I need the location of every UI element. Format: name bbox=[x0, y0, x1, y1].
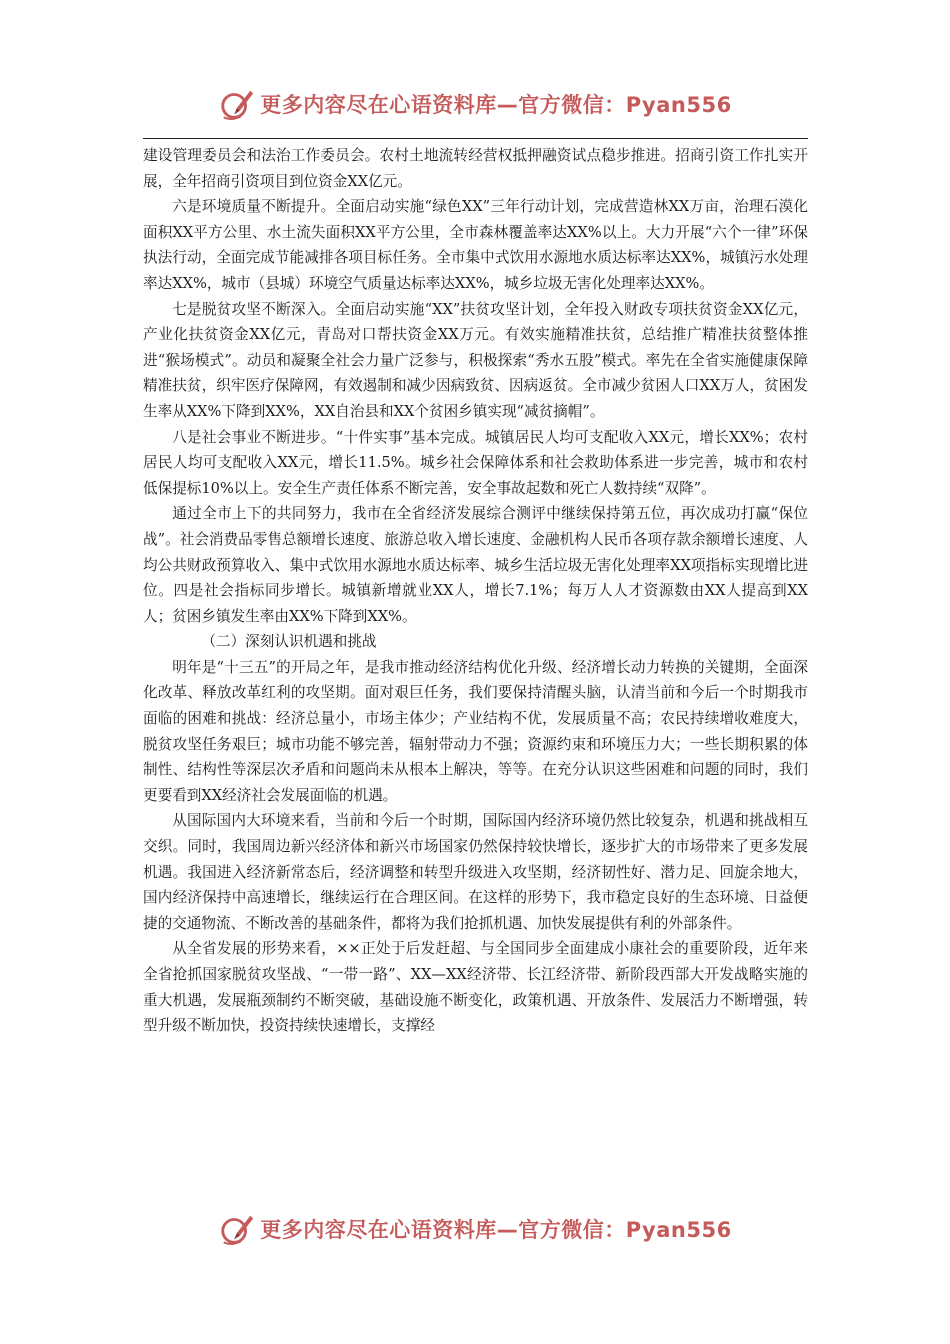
header-banner bbox=[0, 82, 950, 126]
header-divider bbox=[143, 138, 808, 139]
paragraph: 六是环境质量不断提升。全面启动实施“绿色XX”三年行动计划，完成营造林XX万亩，治理石漠化面积XX平方公里、水土流失面积XX平方公里，全市森林覆盖率达XX%以上。大力开展“六个一律”环保执法行动，全面完成节能减排各项目标任务。全市集中式饮用水源地水质达标率达XX%，城镇污水处理率达XX%，城市（县城）环境空气质量达标率达XX%，城乡垃圾无害化处理率达XX%。 bbox=[143, 198, 808, 292]
document-body bbox=[143, 143, 808, 1039]
paragraph: 从全省发展的形势来看，××正处于后发赶超、与全国同步全面建成小康社会的重要阶段，近年来全省抢抓国家脱贫攻坚战、“一带一路”、XX—XX经济带、长江经济带、新阶段西部大开发战略实施的重大机遇，发展瓶颈制约不断突破，基础设施不断变化，政策机遇、开放条件、发展活力不断增强，转型升级不断加快，投资持续快速增长，支撑经 bbox=[143, 940, 808, 1035]
pen-nib-logo-icon bbox=[218, 1210, 256, 1248]
paragraph: 建设管理委员会和法治工作委员会。农村土地流转经营权抵押融资试点稳步推进。招商引资工作扎实开展，全年招商引资项目到位资金XX亿元。 bbox=[143, 147, 808, 190]
pen-nib-logo-icon bbox=[218, 85, 256, 123]
paragraph: 明年是“十三五”的开局之年，是我市推动经济结构优化升级、经济增长动力转换的关键期，全面深化改革、释放改革红利的攻坚期。面对艰巨任务，我们要保持清醒头脑，认清当前和今后一个时期我市面临的困难和挑战：经济总量小，市场主体少；产业结构不优，发展质量不高；农民持续增收难度大，脱贫攻坚任务艰巨；城市功能不够完善，辐射带动力不强；资源约束和环境压力大；一些长期积累的体制性、结构性等深层次矛盾和问题尚未从根本上解决，等等。在充分认识这些困难和问题的同时，我们更要看到XX经济社会发展面临的机遇。 bbox=[143, 658, 808, 804]
header-text: 更多内容尽在心语资料库—官方微信：Pyan556 bbox=[260, 93, 732, 117]
footer-banner bbox=[0, 1207, 950, 1251]
paragraph: 八是社会事业不断进步。“十件实事”基本完成。城镇居民人均可支配收入XX元，增长XX%；农村居民人均可支配收入XX元，增长11.5%。城乡社会保障体系和社会救助体系进一步完善，城市和农村低保提标10%以上。安全生产责任体系不断完善，安全事故起数和死亡人数持续“双降”。 bbox=[143, 428, 808, 497]
paragraph: 七是脱贫攻坚不断深入。全面启动实施“XX”扶贫攻坚计划，全年投入财政专项扶贫资金XX亿元，产业化扶贫资金XX亿元，青岛对口帮扶资金XX万元。有效实施精准扶贫，总结推广精准扶贫整体推进“猴场模式”。动员和凝聚全社会力量广泛参与，积极探索“秀水五股”模式。率先在全省实施健康保障精准扶贫，织牢医疗保障网，有效遏制和减少因病致贫、因病返贫。全市减少贫困人口XX万人，贫困发生率从XX%下降到XX%，XX自治县和XX个贫困乡镇实现“减贫摘帽”。 bbox=[143, 300, 808, 420]
paragraph: 通过全市上下的共同努力，我市在全省经济发展综合测评中继续保持第五位，再次成功打赢“保位战”。社会消费品零售总额增长速度、旅游总收入增长速度、金融机构人民币各项存款余额增长速度、人均公共财政预算收入、集中式饮用水源地水质达标率、城乡生活垃圾无害化处理率XX项指标实现增比进位。四是社会指标同步增长。城镇新增就业XX人，增长7.1%；每万人人才资源数由XX人提高到XX人；贫困乡镇发生率由XX%下降到XX%。 bbox=[143, 505, 808, 625]
section-heading: （二）深刻认识机遇和挑战 bbox=[201, 633, 377, 651]
footer-text: 更多内容尽在心语资料库—官方微信：Pyan556 bbox=[260, 1218, 732, 1242]
paragraph: 从国际国内大环境来看，当前和今后一个时期，国际国内经济环境仍然比较复杂，机遇和挑战相互交织。同时，我国周边新兴经济体和新兴市场国家仍然保持较快增长，逐步扩大的市场带来了更多发展机遇。我国进入经济新常态后，经济调整和转型升级进入攻坚期，经济韧性好、潜力足、回旋余地大，国内经济保持中高速增长，继续运行在合理区间。在这样的形势下，我市稳定良好的生态环境、日益便捷的交通物流、不断改善的基础条件，都将为我们抢抓机遇、加快发展提供有利的外部条件。 bbox=[143, 812, 808, 932]
